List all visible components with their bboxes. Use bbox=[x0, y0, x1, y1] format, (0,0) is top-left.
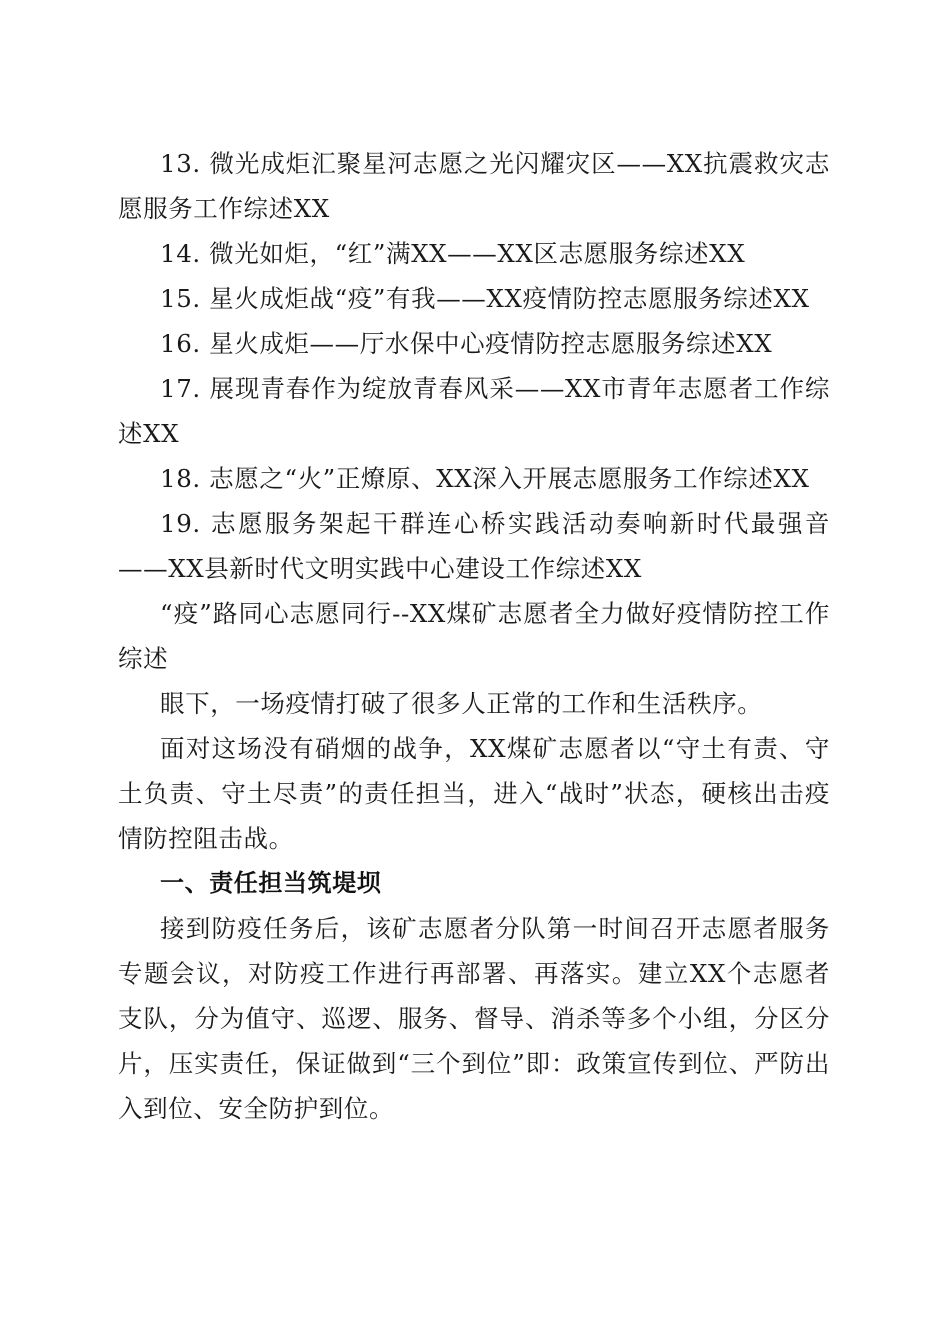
paragraph-context: 面对这场没有硝烟的战争，XX煤矿志愿者以“守土有责、守土负责、守土尽责”的责任担当，进入“战时”状态，硬核出击疫情防控阻击战。 bbox=[118, 734, 830, 853]
paragraph-section-1: 接到防疫任务后，该矿志愿者分队第一时间召开志愿者服务专题会议，对防疫工作进行再部署、再落实。建立XX个志愿者支队，分为值守、巡逻、服务、督导、消杀等多个小组，分区分片，压实责任，保证做到“三个到位”即：政策宣传到位、严防出入到位、安全防护到位。 bbox=[118, 914, 830, 1123]
list-item-14: 14. 微光如炬，“红”满XX——XX区志愿服务综述XX bbox=[160, 239, 746, 268]
article-title: “疫”路同心志愿同行--XX煤矿志愿者全力做好疫情防控工作综述 bbox=[118, 599, 830, 673]
list-item-19: 19. 志愿服务架起干群连心桥实践活动奏响新时代最强音——XX县新时代文明实践中心建设工作综述XX bbox=[118, 509, 830, 583]
document-body bbox=[118, 141, 830, 1131]
list-item-16: 16. 星火成炬——厅水保中心疫情防控志愿服务综述XX bbox=[160, 329, 773, 358]
paragraph-intro: 眼下，一场疫情打破了很多人正常的工作和生活秩序。 bbox=[160, 689, 763, 718]
section-heading-1: 一、责任担当筑堤坝 bbox=[160, 869, 382, 897]
list-item-13: 13. 微光成炬汇聚星河志愿之光闪耀灾区——XX抗震救灾志愿服务工作综述XX bbox=[118, 149, 830, 223]
list-item-15: 15. 星火成炬战“疫”有我——XX疫情防控志愿服务综述XX bbox=[160, 284, 810, 313]
list-item-17: 17. 展现青春作为绽放青春风采——XX市青年志愿者工作综述XX bbox=[118, 374, 830, 448]
list-item-18: 18. 志愿之“火”正燎原、XX深入开展志愿服务工作综述XX bbox=[160, 464, 810, 493]
